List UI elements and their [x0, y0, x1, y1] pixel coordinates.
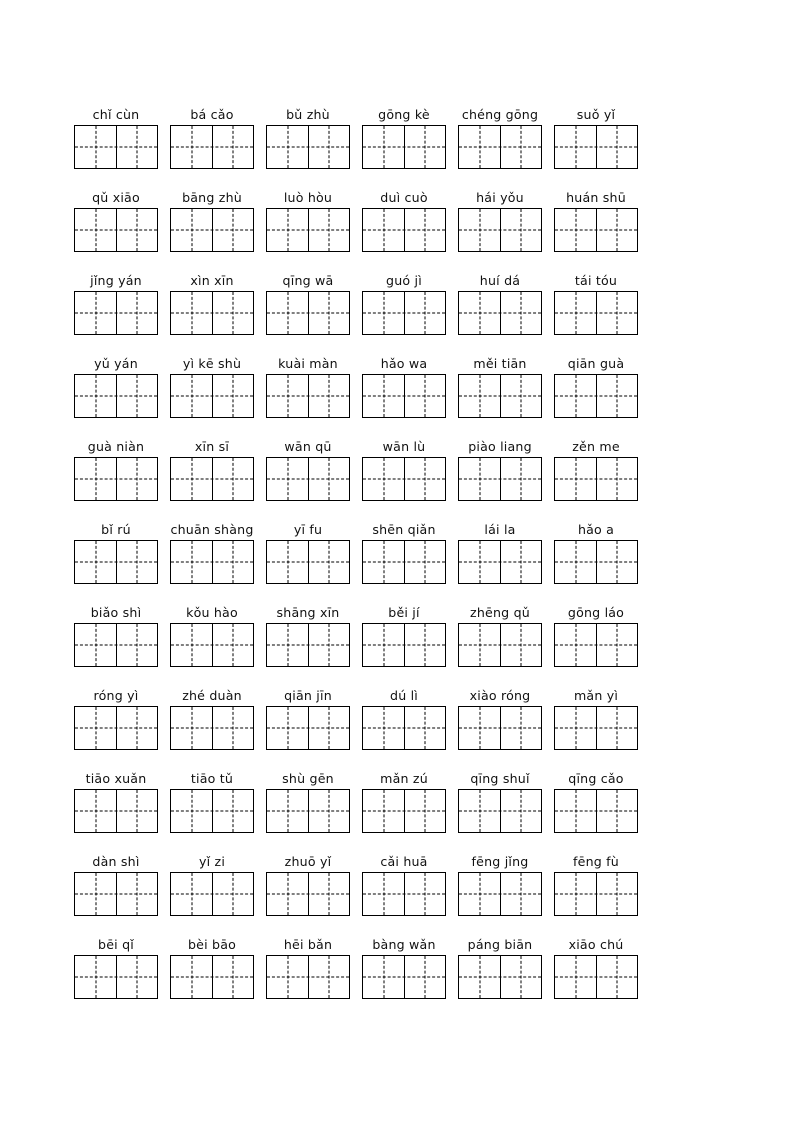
writing-cell[interactable]: [404, 790, 445, 832]
writing-cell[interactable]: [404, 707, 445, 749]
pinyin-label: duì cuò: [380, 190, 428, 205]
writing-cell[interactable]: [75, 956, 116, 998]
writing-cell[interactable]: [75, 624, 116, 666]
writing-cell[interactable]: [459, 707, 500, 749]
writing-cell[interactable]: [75, 790, 116, 832]
pinyin-label: qiān jīn: [284, 688, 332, 703]
writing-cell[interactable]: [363, 375, 404, 417]
pinyin-label: hēi bǎn: [283, 937, 333, 952]
pinyin-label: piào liang: [468, 439, 532, 454]
writing-cell[interactable]: [116, 458, 157, 500]
writing-cell[interactable]: [500, 707, 541, 749]
pinyin-label: mǎn zú: [380, 771, 428, 786]
character-writing-box[interactable]: [74, 955, 158, 999]
character-writing-box[interactable]: [74, 789, 158, 833]
writing-cell[interactable]: [212, 375, 253, 417]
character-writing-box[interactable]: [74, 706, 158, 750]
writing-cell[interactable]: [596, 375, 637, 417]
writing-cell[interactable]: [212, 873, 253, 915]
pinyin-label: chuān shàng: [170, 522, 254, 537]
writing-cell[interactable]: [555, 209, 596, 251]
writing-cell[interactable]: [404, 126, 445, 168]
pinyin-label: bēi qǐ: [98, 937, 134, 952]
pinyin-label: bāng zhù: [182, 190, 242, 205]
writing-cell[interactable]: [459, 458, 500, 500]
pinyin-label: bǐ rú: [101, 522, 131, 537]
character-writing-box[interactable]: [554, 706, 638, 750]
writing-cell[interactable]: [308, 292, 349, 334]
character-writing-box[interactable]: [266, 374, 350, 418]
pinyin-label: tái tóu: [574, 273, 618, 288]
writing-cell[interactable]: [555, 458, 596, 500]
writing-cell[interactable]: [267, 375, 308, 417]
pinyin-label: gōng kè: [378, 107, 430, 122]
writing-cell[interactable]: [596, 956, 637, 998]
character-writing-box[interactable]: [458, 706, 542, 750]
writing-cell[interactable]: [555, 375, 596, 417]
pinyin-label: guà niàn: [87, 439, 145, 454]
writing-cell[interactable]: [596, 707, 637, 749]
writing-cell[interactable]: [363, 126, 404, 168]
pinyin-label: huí dá: [479, 273, 521, 288]
writing-cell[interactable]: [363, 541, 404, 583]
writing-cell[interactable]: [308, 375, 349, 417]
pinyin-label: bǔ zhù: [286, 107, 330, 122]
pinyin-label: kuài màn: [278, 356, 338, 371]
writing-cell[interactable]: [500, 956, 541, 998]
pinyin-label: zhēng qǔ: [470, 605, 530, 620]
pinyin-label-row: [74, 183, 640, 205]
character-writing-box[interactable]: [554, 374, 638, 418]
character-writing-box[interactable]: [266, 623, 350, 667]
writing-cell[interactable]: [555, 624, 596, 666]
writing-box-row: [74, 623, 640, 668]
writing-cell[interactable]: [212, 624, 253, 666]
writing-cell[interactable]: [308, 707, 349, 749]
writing-cell[interactable]: [363, 458, 404, 500]
character-writing-box[interactable]: [74, 208, 158, 252]
character-writing-box[interactable]: [74, 291, 158, 335]
writing-cell[interactable]: [596, 209, 637, 251]
pinyin-label-row: [74, 100, 640, 122]
pinyin-label: shāng xīn: [276, 605, 340, 620]
character-writing-box[interactable]: [362, 291, 446, 335]
writing-cell[interactable]: [500, 126, 541, 168]
writing-cell[interactable]: [267, 707, 308, 749]
pinyin-label: cǎi huā: [380, 854, 428, 869]
writing-box-row: [74, 457, 640, 502]
pinyin-label: qīng cǎo: [568, 771, 624, 786]
pinyin-label: lái la: [484, 522, 516, 537]
writing-cell[interactable]: [596, 541, 637, 583]
pinyin-label: guó jì: [386, 273, 422, 288]
practice-row: [74, 764, 640, 847]
pinyin-label-row: [74, 930, 640, 952]
writing-cell[interactable]: [596, 873, 637, 915]
character-writing-box[interactable]: [362, 457, 446, 501]
character-writing-box[interactable]: [266, 706, 350, 750]
pinyin-label: bàng wǎn: [372, 937, 436, 952]
pinyin-label: yǔ yán: [94, 356, 138, 371]
writing-cell[interactable]: [116, 209, 157, 251]
writing-cell[interactable]: [404, 292, 445, 334]
writing-cell[interactable]: [171, 873, 212, 915]
writing-cell[interactable]: [363, 292, 404, 334]
character-writing-box[interactable]: [554, 623, 638, 667]
writing-cell[interactable]: [171, 541, 212, 583]
pinyin-label: chǐ cùn: [92, 107, 140, 122]
pinyin-label: xiào róng: [469, 688, 531, 703]
character-writing-box[interactable]: [266, 457, 350, 501]
character-writing-box[interactable]: [170, 955, 254, 999]
character-writing-box[interactable]: [362, 125, 446, 169]
writing-cell[interactable]: [363, 209, 404, 251]
writing-cell[interactable]: [555, 541, 596, 583]
character-writing-box[interactable]: [74, 125, 158, 169]
writing-cell[interactable]: [116, 790, 157, 832]
character-writing-box[interactable]: [170, 457, 254, 501]
pinyin-label: luò hòu: [283, 190, 333, 205]
character-writing-box[interactable]: [554, 457, 638, 501]
writing-cell[interactable]: [171, 790, 212, 832]
character-writing-box[interactable]: [170, 540, 254, 584]
pinyin-label: xìn xīn: [190, 273, 234, 288]
pinyin-label: qīng wā: [282, 273, 334, 288]
writing-cell[interactable]: [75, 209, 116, 251]
practice-row: [74, 681, 640, 764]
writing-cell[interactable]: [308, 956, 349, 998]
pinyin-label: bèi bāo: [187, 937, 237, 952]
writing-cell[interactable]: [75, 126, 116, 168]
writing-cell[interactable]: [116, 541, 157, 583]
pinyin-label: biǎo shì: [90, 605, 142, 620]
writing-cell[interactable]: [171, 707, 212, 749]
writing-cell[interactable]: [212, 707, 253, 749]
writing-cell[interactable]: [459, 873, 500, 915]
character-writing-box[interactable]: [362, 208, 446, 252]
pinyin-label: měi tiān: [473, 356, 527, 371]
writing-cell[interactable]: [212, 209, 253, 251]
pinyin-label: wān qū: [284, 439, 332, 454]
character-writing-box[interactable]: [74, 623, 158, 667]
writing-cell[interactable]: [267, 873, 308, 915]
writing-cell[interactable]: [75, 375, 116, 417]
practice-rows-container: [74, 100, 640, 1013]
pinyin-label: yì kē shù: [182, 356, 242, 371]
writing-cell[interactable]: [459, 541, 500, 583]
writing-cell[interactable]: [459, 209, 500, 251]
character-writing-box[interactable]: [170, 623, 254, 667]
practice-row: [74, 598, 640, 681]
writing-cell[interactable]: [75, 541, 116, 583]
writing-cell[interactable]: [500, 292, 541, 334]
character-writing-box[interactable]: [170, 789, 254, 833]
writing-cell[interactable]: [75, 707, 116, 749]
writing-cell[interactable]: [75, 292, 116, 334]
character-writing-box[interactable]: [458, 955, 542, 999]
writing-cell[interactable]: [459, 624, 500, 666]
pinyin-label-row: [74, 515, 640, 537]
writing-cell[interactable]: [500, 790, 541, 832]
writing-cell[interactable]: [171, 956, 212, 998]
writing-cell[interactable]: [308, 541, 349, 583]
writing-box-row: [74, 789, 640, 834]
pinyin-label: suǒ yǐ: [576, 107, 616, 122]
writing-box-row: [74, 125, 640, 170]
character-writing-box[interactable]: [554, 291, 638, 335]
writing-cell[interactable]: [555, 707, 596, 749]
character-writing-box[interactable]: [362, 374, 446, 418]
character-writing-box[interactable]: [266, 291, 350, 335]
pinyin-label: jǐng yán: [90, 273, 142, 288]
practice-row: [74, 266, 640, 349]
writing-cell[interactable]: [267, 126, 308, 168]
character-writing-box[interactable]: [362, 955, 446, 999]
writing-cell[interactable]: [500, 375, 541, 417]
writing-cell[interactable]: [596, 126, 637, 168]
writing-cell[interactable]: [212, 292, 253, 334]
writing-cell[interactable]: [404, 873, 445, 915]
pinyin-label-row: [74, 764, 640, 786]
pinyin-label: yī fu: [293, 522, 323, 537]
pinyin-label: tiāo xuǎn: [85, 771, 147, 786]
writing-cell[interactable]: [308, 624, 349, 666]
pinyin-label: bá cǎo: [190, 107, 234, 122]
writing-cell[interactable]: [171, 209, 212, 251]
writing-cell[interactable]: [404, 209, 445, 251]
practice-row: [74, 432, 640, 515]
writing-cell[interactable]: [212, 956, 253, 998]
character-writing-box[interactable]: [554, 872, 638, 916]
writing-box-row: [74, 872, 640, 917]
character-writing-box[interactable]: [74, 872, 158, 916]
pinyin-label: shù gēn: [282, 771, 334, 786]
character-writing-box[interactable]: [458, 125, 542, 169]
pinyin-label: mǎn yì: [573, 688, 619, 703]
writing-cell[interactable]: [212, 541, 253, 583]
writing-cell[interactable]: [500, 624, 541, 666]
writing-cell[interactable]: [363, 707, 404, 749]
writing-cell[interactable]: [500, 209, 541, 251]
writing-cell[interactable]: [459, 375, 500, 417]
pinyin-label: zhé duàn: [182, 688, 242, 703]
character-writing-box[interactable]: [74, 457, 158, 501]
pinyin-label: kǒu hào: [186, 605, 238, 620]
writing-cell[interactable]: [267, 292, 308, 334]
character-writing-box[interactable]: [266, 789, 350, 833]
character-writing-box[interactable]: [74, 374, 158, 418]
writing-cell[interactable]: [404, 624, 445, 666]
writing-cell[interactable]: [596, 790, 637, 832]
writing-cell[interactable]: [308, 209, 349, 251]
writing-cell[interactable]: [596, 292, 637, 334]
character-writing-box[interactable]: [266, 208, 350, 252]
character-writing-box[interactable]: [554, 955, 638, 999]
writing-cell[interactable]: [267, 541, 308, 583]
writing-cell[interactable]: [171, 375, 212, 417]
writing-cell[interactable]: [171, 126, 212, 168]
practice-row: [74, 515, 640, 598]
writing-cell[interactable]: [75, 458, 116, 500]
practice-row: [74, 847, 640, 930]
character-writing-box[interactable]: [266, 540, 350, 584]
writing-cell[interactable]: [459, 790, 500, 832]
writing-cell[interactable]: [500, 458, 541, 500]
character-writing-box[interactable]: [458, 291, 542, 335]
practice-row: [74, 349, 640, 432]
character-writing-box[interactable]: [554, 540, 638, 584]
writing-box-row: [74, 291, 640, 336]
writing-cell[interactable]: [500, 541, 541, 583]
writing-cell[interactable]: [267, 624, 308, 666]
character-writing-box[interactable]: [266, 955, 350, 999]
writing-box-row: [74, 540, 640, 585]
writing-cell[interactable]: [308, 126, 349, 168]
character-writing-box[interactable]: [74, 540, 158, 584]
pinyin-label: zhuō yǐ: [284, 854, 332, 869]
pinyin-label: fēng jǐng: [471, 854, 529, 869]
writing-cell[interactable]: [555, 873, 596, 915]
writing-cell[interactable]: [116, 707, 157, 749]
character-writing-box[interactable]: [170, 374, 254, 418]
character-writing-box[interactable]: [170, 706, 254, 750]
pinyin-label: gōng láo: [567, 605, 625, 620]
character-writing-box[interactable]: [458, 623, 542, 667]
writing-cell[interactable]: [500, 873, 541, 915]
practice-row: [74, 930, 640, 1013]
pinyin-label-row: [74, 432, 640, 454]
writing-cell[interactable]: [212, 126, 253, 168]
character-writing-box[interactable]: [554, 208, 638, 252]
writing-cell[interactable]: [116, 375, 157, 417]
pinyin-label: běi jí: [388, 605, 420, 620]
writing-cell[interactable]: [267, 956, 308, 998]
writing-cell[interactable]: [459, 956, 500, 998]
pinyin-label: qǔ xiāo: [92, 190, 140, 205]
pinyin-label-row: [74, 681, 640, 703]
writing-cell[interactable]: [116, 956, 157, 998]
pinyin-label: hái yǒu: [476, 190, 524, 205]
writing-cell[interactable]: [555, 956, 596, 998]
character-writing-box[interactable]: [458, 374, 542, 418]
character-writing-box[interactable]: [362, 706, 446, 750]
character-writing-box[interactable]: [266, 872, 350, 916]
pinyin-label: xiāo chú: [568, 937, 624, 952]
writing-cell[interactable]: [267, 790, 308, 832]
pinyin-label-row: [74, 598, 640, 620]
writing-cell[interactable]: [404, 541, 445, 583]
writing-cell[interactable]: [459, 292, 500, 334]
writing-box-row: [74, 374, 640, 419]
pinyin-label: wān lù: [382, 439, 426, 454]
writing-box-row: [74, 955, 640, 1000]
writing-box-row: [74, 706, 640, 751]
character-writing-box[interactable]: [170, 125, 254, 169]
character-writing-box[interactable]: [458, 789, 542, 833]
writing-cell[interactable]: [116, 624, 157, 666]
writing-cell[interactable]: [363, 790, 404, 832]
practice-row: [74, 100, 640, 183]
writing-cell[interactable]: [363, 873, 404, 915]
writing-cell[interactable]: [267, 458, 308, 500]
pinyin-label: dàn shì: [92, 854, 140, 869]
pinyin-label: tiāo tǔ: [190, 771, 234, 786]
writing-cell[interactable]: [363, 624, 404, 666]
character-writing-box[interactable]: [362, 540, 446, 584]
writing-cell[interactable]: [171, 292, 212, 334]
writing-cell[interactable]: [308, 790, 349, 832]
writing-cell[interactable]: [308, 458, 349, 500]
pinyin-label-row: [74, 349, 640, 371]
writing-cell[interactable]: [212, 458, 253, 500]
pinyin-label: huán shū: [566, 190, 626, 205]
writing-cell[interactable]: [596, 458, 637, 500]
pinyin-label: chéng gōng: [461, 107, 539, 122]
writing-cell[interactable]: [596, 624, 637, 666]
writing-cell[interactable]: [404, 375, 445, 417]
pinyin-label: shēn qiǎn: [372, 522, 436, 537]
practice-row: [74, 183, 640, 266]
writing-cell[interactable]: [555, 126, 596, 168]
pinyin-label: róng yì: [93, 688, 139, 703]
writing-cell[interactable]: [267, 209, 308, 251]
character-writing-box[interactable]: [362, 872, 446, 916]
character-writing-box[interactable]: [362, 789, 446, 833]
pinyin-label: yǐ zi: [198, 854, 226, 869]
writing-cell[interactable]: [459, 126, 500, 168]
pinyin-label: qiān guà: [567, 356, 625, 371]
pinyin-label-row: [74, 847, 640, 869]
pinyin-label: zěn me: [572, 439, 620, 454]
pinyin-label-row: [74, 266, 640, 288]
character-writing-box[interactable]: [554, 789, 638, 833]
pinyin-label: hǎo a: [577, 522, 615, 537]
character-writing-box[interactable]: [458, 540, 542, 584]
character-writing-box[interactable]: [554, 125, 638, 169]
writing-cell[interactable]: [116, 292, 157, 334]
pinyin-label: páng biān: [467, 937, 533, 952]
writing-cell[interactable]: [404, 956, 445, 998]
character-writing-box[interactable]: [362, 623, 446, 667]
character-writing-box[interactable]: [170, 872, 254, 916]
character-writing-box[interactable]: [458, 457, 542, 501]
pinyin-label: hǎo wa: [380, 356, 428, 371]
character-writing-box[interactable]: [170, 208, 254, 252]
pinyin-label: qīng shuǐ: [470, 771, 530, 786]
writing-cell[interactable]: [555, 292, 596, 334]
writing-cell[interactable]: [171, 458, 212, 500]
writing-cell[interactable]: [555, 790, 596, 832]
writing-cell[interactable]: [404, 458, 445, 500]
pinyin-label: fēng fù: [573, 854, 619, 869]
writing-cell[interactable]: [75, 873, 116, 915]
writing-cell[interactable]: [308, 873, 349, 915]
writing-cell[interactable]: [212, 790, 253, 832]
writing-cell[interactable]: [116, 126, 157, 168]
pinyin-label: dú lì: [390, 688, 418, 703]
writing-cell[interactable]: [363, 956, 404, 998]
pinyin-label: xīn sī: [194, 439, 230, 454]
character-writing-box[interactable]: [458, 872, 542, 916]
character-writing-box[interactable]: [266, 125, 350, 169]
character-writing-box[interactable]: [170, 291, 254, 335]
character-writing-box[interactable]: [458, 208, 542, 252]
writing-cell[interactable]: [171, 624, 212, 666]
writing-cell[interactable]: [116, 873, 157, 915]
writing-box-row: [74, 208, 640, 253]
